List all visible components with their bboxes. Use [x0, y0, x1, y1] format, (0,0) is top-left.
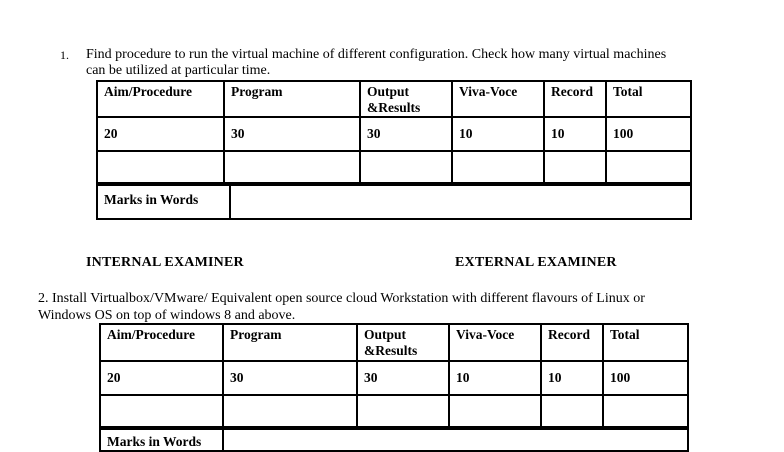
cell-record-obtained — [544, 151, 606, 185]
cell-aim-procedure-value: 20 — [97, 117, 224, 151]
question-1-text-line2: can be utilized at particular time. — [86, 63, 271, 78]
cell-record-obtained — [541, 395, 603, 429]
cell-aim-procedure-obtained — [97, 151, 224, 185]
cell-viva-voce-value: 10 — [449, 361, 541, 395]
cell-total-value: 100 — [603, 361, 688, 395]
cell-aim-procedure-value: 20 — [100, 361, 223, 395]
marks-in-words-label: Marks in Words — [100, 427, 223, 451]
marks-in-words-value — [223, 427, 688, 451]
external-examiner-label: EXTERNAL EXAMINER — [455, 255, 617, 270]
question-1-marks-table — [96, 80, 692, 186]
cell-record-value: 10 — [544, 117, 606, 151]
table-row-max-marks — [97, 117, 691, 151]
header-record: Record — [541, 324, 603, 361]
question-1-text-line1: Find procedure to run the virtual machine of different configuration. Check how many virtual machines — [86, 47, 667, 62]
header-aim-procedure: Aim/Procedure — [97, 81, 224, 117]
header-program: Program — [223, 324, 357, 361]
cell-viva-voce-value: 10 — [452, 117, 544, 151]
cell-total-obtained — [606, 151, 691, 185]
cell-output-obtained — [357, 395, 449, 429]
header-total: Total — [606, 81, 691, 117]
cell-total-obtained — [603, 395, 688, 429]
header-output: Output — [364, 327, 407, 342]
cell-record-value: 10 — [541, 361, 603, 395]
cell-program-value: 30 — [223, 361, 357, 395]
question-2-text-line1: 2. Install Virtualbox/VMware/ Equivalent open source cloud Workstation with different flavours of Linux or — [38, 291, 645, 306]
marks-in-words-label: Marks in Words — [97, 183, 230, 219]
cell-total-value: 100 — [606, 117, 691, 151]
header-record: Record — [544, 81, 606, 117]
table-row-marks-obtained — [100, 395, 688, 429]
question-2-marks-in-words-table — [99, 426, 689, 452]
cell-program-obtained — [224, 151, 360, 185]
question-2-text-line2: Windows OS on top of windows 8 and above. — [38, 308, 296, 323]
marks-in-words-row — [97, 183, 691, 219]
header-output-results — [360, 81, 452, 117]
table-row-marks-obtained — [97, 151, 691, 185]
marks-in-words-value — [230, 183, 691, 219]
cell-output-obtained — [360, 151, 452, 185]
header-program: Program — [224, 81, 360, 117]
cell-output-value: 30 — [357, 361, 449, 395]
header-output-results — [357, 324, 449, 361]
header-viva-voce: Viva-Voce — [452, 81, 544, 117]
cell-program-value: 30 — [224, 117, 360, 151]
header-total: Total — [603, 324, 688, 361]
question-1-marks-in-words-table — [96, 182, 692, 220]
table-header-row — [100, 324, 688, 361]
header-aim-procedure: Aim/Procedure — [100, 324, 223, 361]
table-row-max-marks — [100, 361, 688, 395]
header-output: Output — [367, 84, 410, 99]
cell-viva-voce-obtained — [452, 151, 544, 185]
header-results: &Results — [367, 100, 421, 115]
cell-output-value: 30 — [360, 117, 452, 151]
cell-program-obtained — [223, 395, 357, 429]
header-viva-voce: Viva-Voce — [449, 324, 541, 361]
question-2-marks-table — [99, 323, 689, 430]
table-header-row — [97, 81, 691, 117]
question-1-number: 1. — [60, 48, 69, 62]
internal-examiner-label: INTERNAL EXAMINER — [86, 255, 244, 270]
marks-in-words-row — [100, 427, 688, 451]
cell-aim-procedure-obtained — [100, 395, 223, 429]
header-results: &Results — [364, 343, 418, 358]
cell-viva-voce-obtained — [449, 395, 541, 429]
